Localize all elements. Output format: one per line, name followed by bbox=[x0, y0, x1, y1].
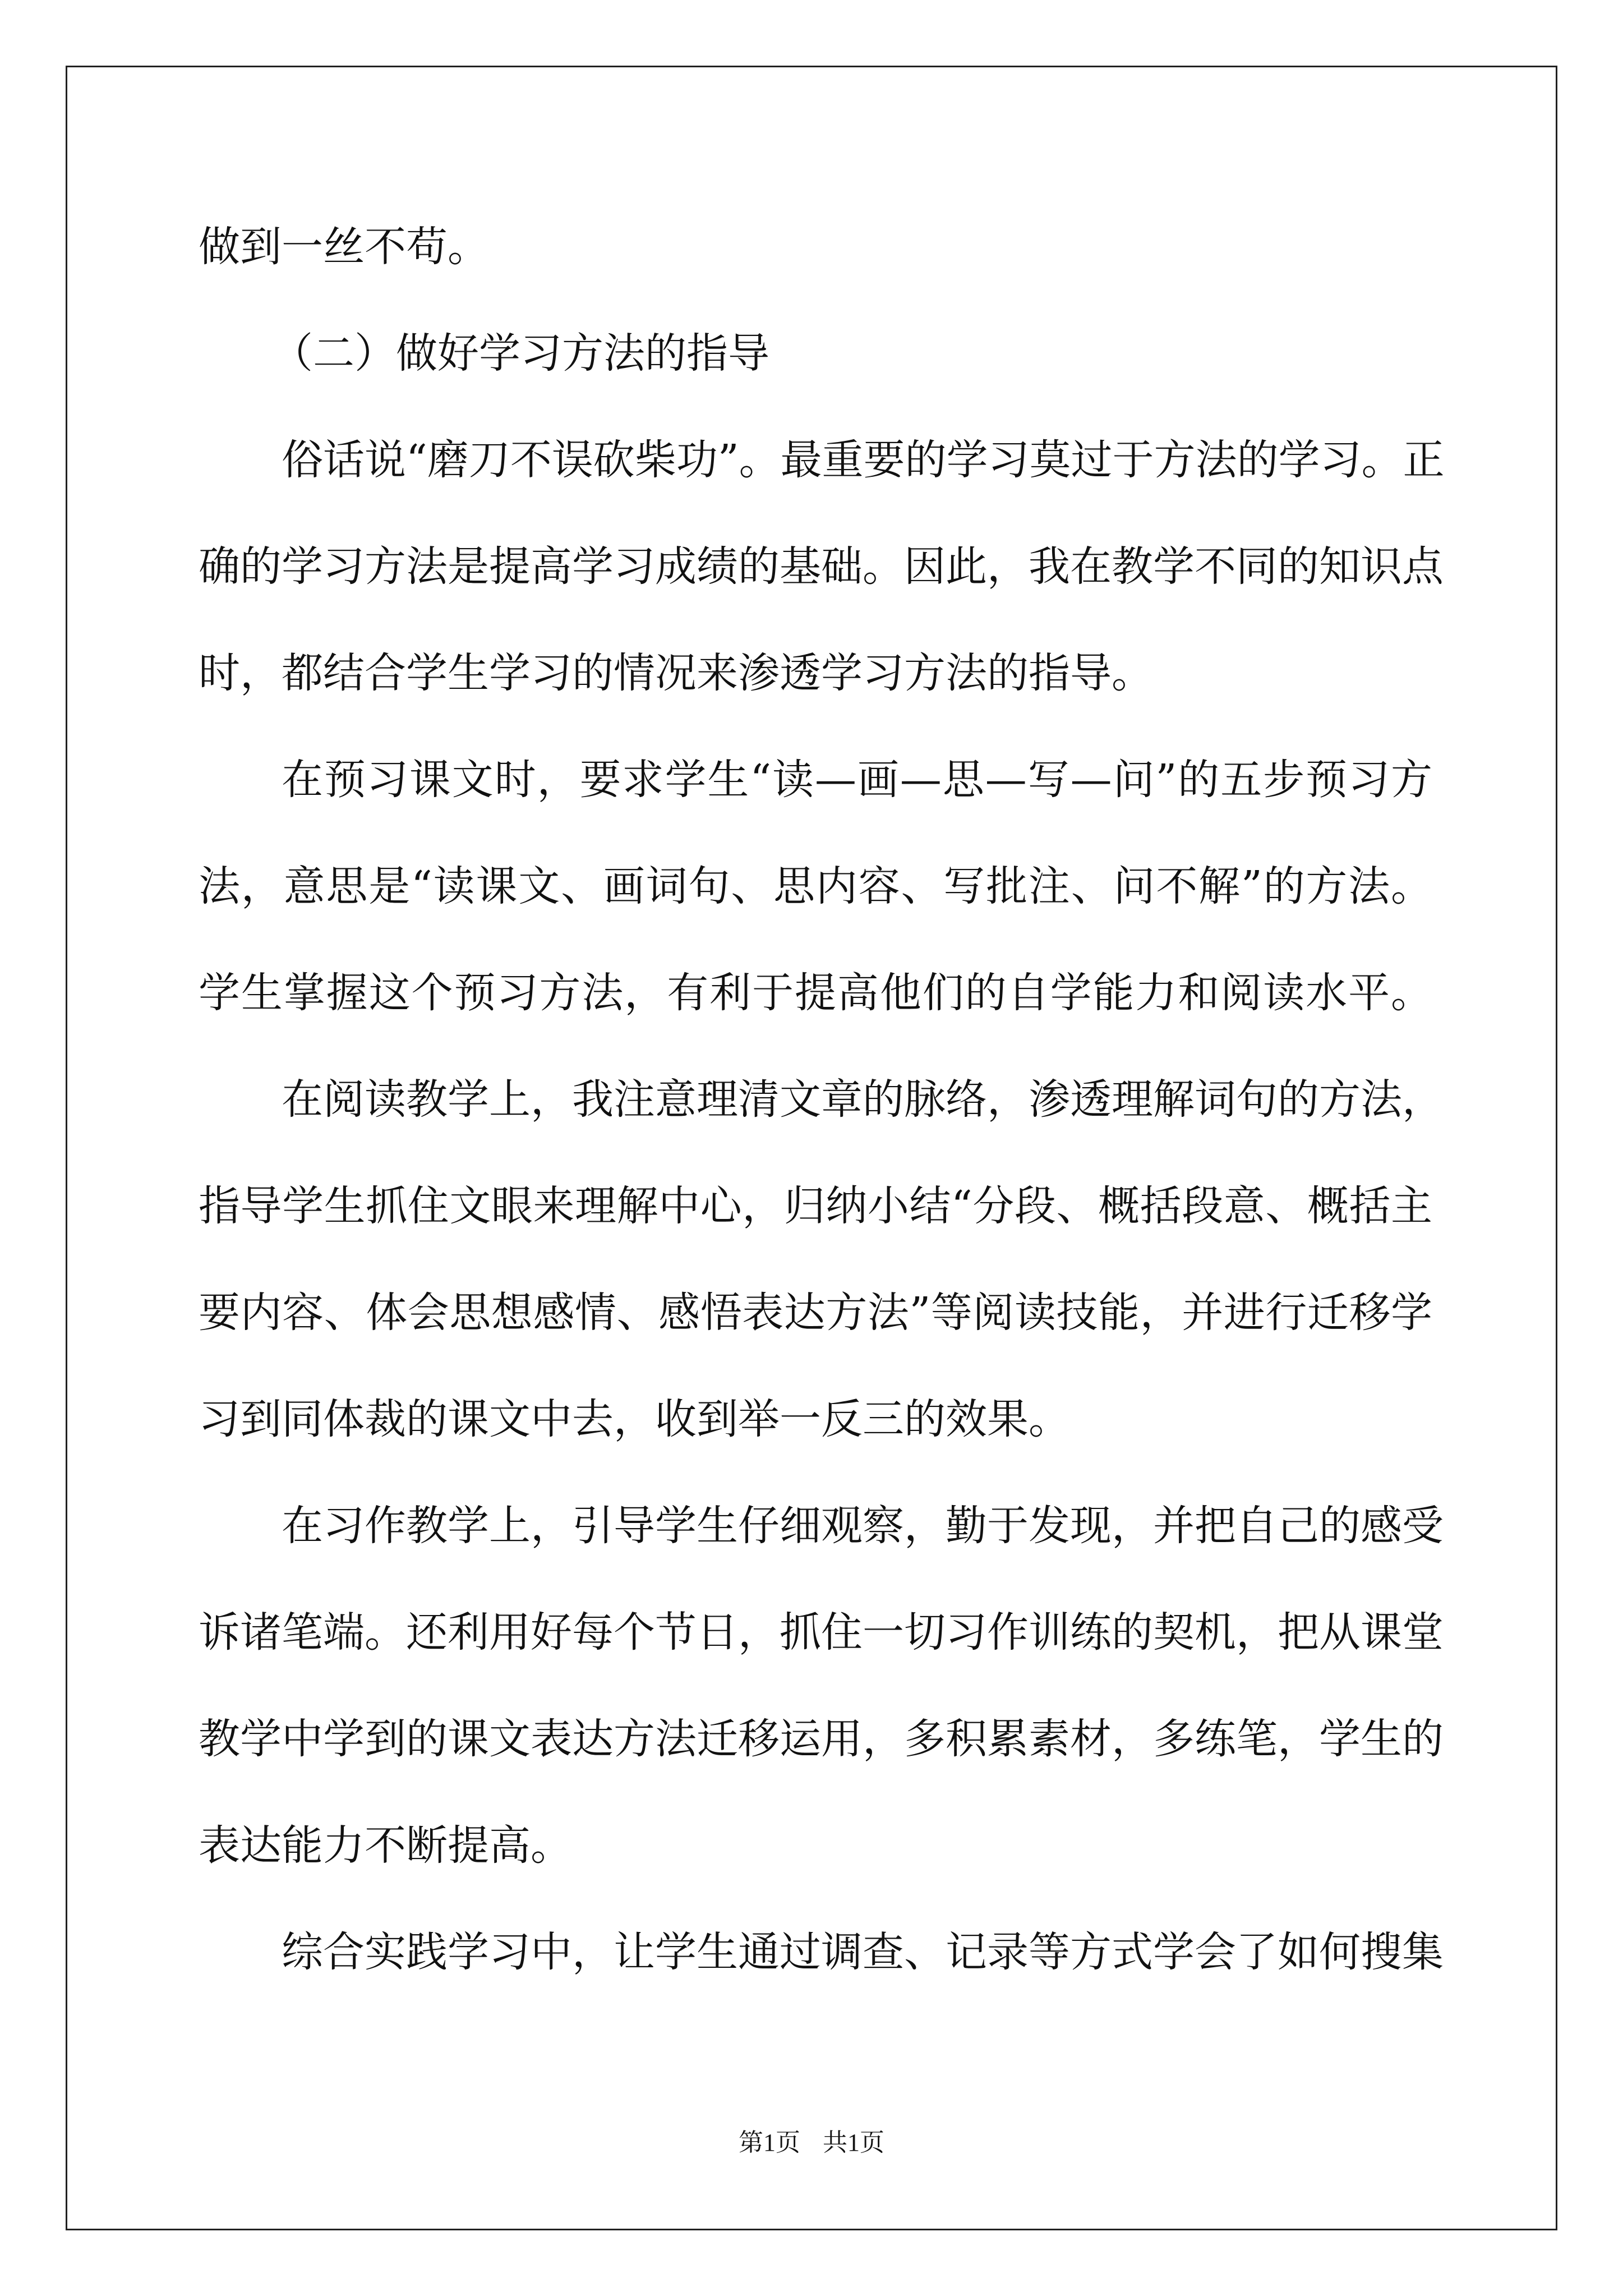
page-number: 第1页 bbox=[739, 2129, 800, 2156]
text-line: 诉诸笔端。还利用好每个节日，抓住一切习作训练的契机，把从课堂 bbox=[199, 1608, 1444, 1657]
section-heading: （二）做好学习方法的指导 bbox=[271, 329, 769, 378]
text-line: 学生掌握这个预习方法，有利于提高他们的自学能力和阅读水平。 bbox=[199, 969, 1432, 1017]
text-line: 在习作教学上，引导学生仔细观察，勤于发现，并把自己的感受 bbox=[282, 1502, 1444, 1550]
text-line: 教学中学到的课文表达方法迁移运用，多积累素材，多练笔，学生的 bbox=[199, 1715, 1444, 1763]
text-line: 法，意思是“读课文、画词句、思内容、写批注、问不解”的方法。 bbox=[199, 862, 1432, 910]
text-line: 指导学生抓住文眼来理解中心，归纳小结“分段、概括段意、概括主 bbox=[199, 1182, 1432, 1230]
text-line: 习到同体裁的课文中去，收到举一反三的效果。 bbox=[199, 1395, 1070, 1443]
text-line: 在阅读教学上，我注意理清文章的脉络，渗透理解词句的方法， bbox=[282, 1075, 1444, 1124]
text-line: 时，都结合学生学习的情况来渗透学习方法的指导。 bbox=[199, 649, 1153, 697]
text-line: 综合实践学习中，让学生通过调查、记录等方式学会了如何搜集 bbox=[282, 1928, 1444, 1976]
text-line: 要内容、体会思想感情、感悟表达方法”等阅读技能，并进行迁移学 bbox=[199, 1289, 1432, 1337]
text-line: 确的学习方法是提高学习成绩的基础。因此，我在教学不同的知识点 bbox=[199, 542, 1444, 591]
text-line: 做到一丝不苟。 bbox=[199, 223, 489, 271]
page-border bbox=[66, 66, 1557, 2230]
page-footer bbox=[0, 2126, 1623, 2160]
text-line: 表达能力不断提高。 bbox=[199, 1821, 572, 1870]
text-line: 俗话说“磨刀不误砍柴功”。最重要的学习莫过于方法的学习。正 bbox=[282, 436, 1445, 484]
text-line: 在预习课文时，要求学生“读—画—思—写—问”的五步预习方 bbox=[282, 756, 1432, 804]
page-total: 共1页 bbox=[823, 2129, 884, 2156]
